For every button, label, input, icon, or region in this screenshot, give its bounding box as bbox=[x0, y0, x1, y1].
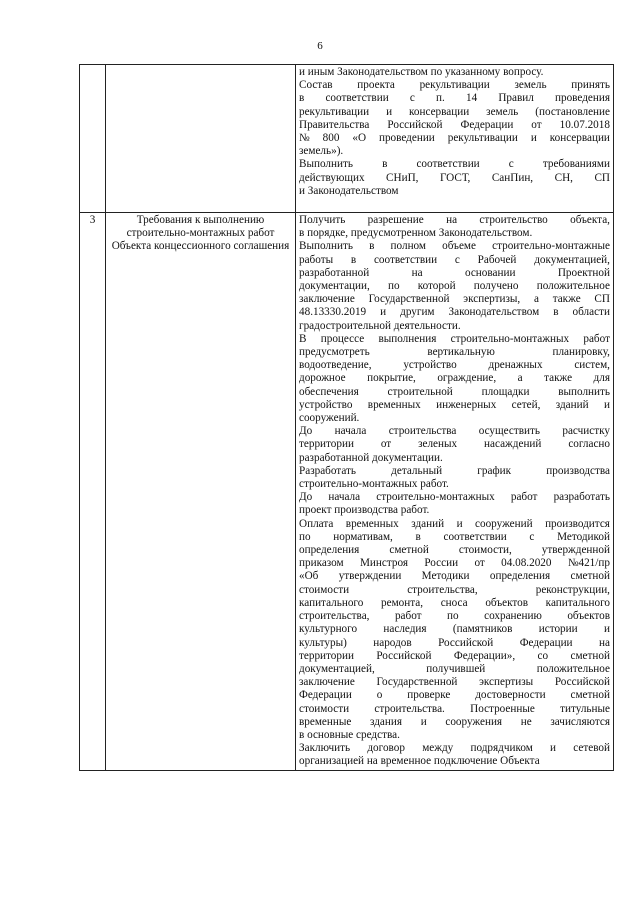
content-line: в соответствии с п. 14 Правил проведения bbox=[299, 92, 610, 105]
content-line: территории от зеленых насаждений согласно bbox=[299, 438, 610, 451]
content-line: в основные средства. bbox=[299, 728, 400, 741]
content-line: Получить разрешение на строительство объекта, bbox=[299, 214, 610, 226]
content-line: До начала строительства осуществить расчистку bbox=[299, 425, 610, 438]
table-row bbox=[80, 65, 614, 213]
content-line: документации, по которой получено положительное bbox=[299, 280, 610, 293]
content-line: стоимости строительства, реконструкции, bbox=[299, 583, 610, 596]
content-paragraph bbox=[299, 491, 610, 517]
content-paragraph bbox=[299, 158, 610, 198]
content-cell bbox=[296, 65, 614, 213]
content-line: предусмотреть вертикальную планировку, bbox=[299, 346, 610, 359]
content-paragraph bbox=[299, 66, 610, 79]
content-line: определения сметной стоимости, утвержденной bbox=[299, 544, 610, 557]
content-line: заключение Государственной экспертизы Российской bbox=[299, 676, 610, 689]
content-line: Федерации о проверке достоверности сметной bbox=[299, 689, 610, 702]
content-line: документацией, получившей положительное bbox=[299, 662, 610, 675]
content-line: действующих СНиП, ГОСТ, СанПин, СН, СП bbox=[299, 171, 610, 184]
content-paragraph bbox=[299, 742, 610, 768]
content-line: «Об утверждении Методики определения сметной bbox=[299, 570, 610, 583]
content-line: 48.13330.2019 и другим Законодательством в области bbox=[299, 306, 610, 319]
content-line: Оплата временных зданий и сооружений производится bbox=[299, 517, 610, 530]
content-line: градостроительной деятельности. bbox=[299, 319, 461, 332]
content-line: дорожное покрытие, ограждение, а также для bbox=[299, 372, 610, 385]
content-line: строительно-монтажных работ. bbox=[299, 478, 449, 491]
content-paragraph bbox=[299, 518, 610, 742]
content-line: обеспечения строительной площадки выполнить bbox=[299, 385, 610, 398]
requirement-cell: Требования к выполнению строительно-монтажных работ Объекта концессионного соглашения bbox=[106, 213, 296, 771]
content-line: Правительства Российской Федерации от 10.07.2018 bbox=[299, 118, 610, 131]
content-paragraph bbox=[299, 79, 610, 158]
requirements-table bbox=[79, 64, 614, 771]
content-line: проект производства работ. bbox=[299, 504, 430, 517]
content-line: территории Российской Федерации», со сметной bbox=[299, 649, 610, 662]
content-line: До начала строительно-монтажных работ разработать bbox=[299, 491, 610, 504]
content-line: № 800 «О проведении рекультивации и консервации bbox=[299, 132, 610, 145]
content-line: строительства, работ по сохранению объектов bbox=[299, 610, 610, 623]
content-line: земель»). bbox=[299, 145, 344, 158]
content-cell bbox=[296, 213, 614, 771]
content-paragraph bbox=[299, 333, 610, 425]
content-line: культуры) народов Российской Федерации на bbox=[299, 636, 610, 649]
content-line: водоотведение, устройство дренажных систем, bbox=[299, 359, 610, 372]
content-line: разработанной на основании Проектной bbox=[299, 266, 610, 279]
content-line: сооружений. bbox=[299, 412, 360, 425]
content-line: Выполнить в полном объеме строительно-монтажные bbox=[299, 240, 610, 253]
content-line: приказом Минстроя России от 04.08.2020 №421/пр bbox=[299, 557, 610, 570]
content-paragraph bbox=[299, 214, 610, 240]
row-number-cell bbox=[80, 65, 106, 213]
content-line: капитального ремонта, сноса объектов капитального bbox=[299, 596, 610, 609]
content-line: В процессе выполнения строительно-монтажных работ bbox=[299, 332, 610, 345]
content-paragraph bbox=[299, 240, 610, 332]
content-line: разработанной документации. bbox=[299, 451, 443, 464]
content-line: стоимости строительства. Построенные титульные bbox=[299, 702, 610, 715]
table-row bbox=[80, 213, 614, 771]
content-paragraph bbox=[299, 465, 610, 491]
content-line: в порядке, предусмотренном Законодательством. bbox=[299, 227, 533, 240]
page-number: 6 bbox=[317, 40, 323, 52]
content-line: рекультивации и консервации земель (постановление bbox=[299, 105, 610, 118]
content-line: и Законодательством bbox=[299, 184, 399, 197]
content-paragraph bbox=[299, 425, 610, 465]
content-line: и иным Законодательством по указанному вопросу. bbox=[299, 66, 544, 78]
content-line: Состав проекта рекультивации земель принять bbox=[299, 79, 610, 92]
content-line: заключение Государственной экспертизы, а также СП bbox=[299, 293, 610, 306]
content-line: Выполнить в соответствии с требованиями bbox=[299, 158, 610, 171]
content-line: устройство временных инженерных сетей, зданий и bbox=[299, 398, 610, 411]
content-line: культурного наследия (памятников истории и bbox=[299, 623, 610, 636]
content-line: временные здания и сооружения не зачисляются bbox=[299, 715, 610, 728]
content-line: Заключить договор между подрядчиком и сетевой bbox=[299, 742, 610, 755]
row-number-cell: 3 bbox=[80, 213, 106, 771]
requirement-cell bbox=[106, 65, 296, 213]
content-line: по нормативам, в соответствии с Методикой bbox=[299, 530, 610, 543]
content-line: организацией на временное подключение Объекта bbox=[299, 755, 540, 768]
content-line: работы в соответствии с Рабочей документацией, bbox=[299, 253, 610, 266]
content-line: Разработать детальный график производства bbox=[299, 464, 610, 477]
